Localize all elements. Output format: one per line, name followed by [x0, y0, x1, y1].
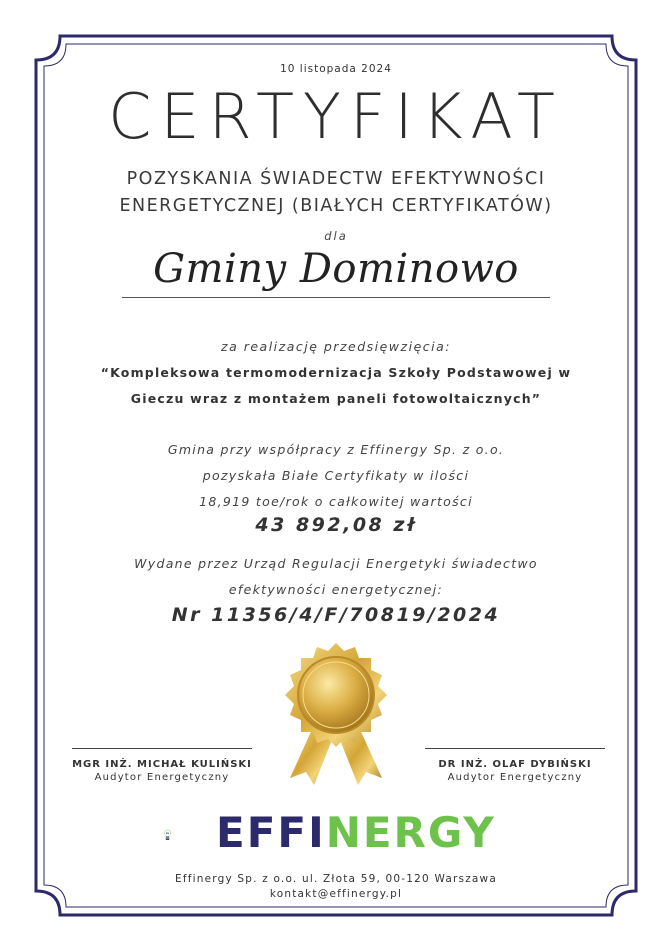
certificate-description	[0, 437, 672, 515]
logo-part-effi: EFFI	[216, 808, 326, 857]
project-intro: za realizację przedsięwzięcia:	[221, 339, 451, 354]
signature-line-right	[425, 748, 605, 749]
desc-line-2: pozyskała Białe Certyfikaty w ilości	[202, 468, 470, 483]
certificate-number: Nr 11356/4/F/70819/2024	[171, 604, 501, 626]
footer	[0, 872, 672, 902]
effinergy-lightbulb-icon	[163, 800, 223, 870]
project-line-2: Gieczu wraz z montażem paneli fotowoltaicznych”	[130, 391, 542, 406]
project-line-1: “Kompleksowa termomodernizacja Szkoły Podstawowej w	[100, 365, 572, 380]
logo-part-nergy: NERGY	[325, 808, 496, 857]
certificate-subtitle	[0, 166, 672, 220]
issued-line-2: efektywności energetycznej:	[228, 582, 444, 597]
certificate-date: 10 listopada 2024	[280, 63, 392, 75]
footer-email: kontakt@effinergy.pl	[269, 888, 403, 900]
effinergy-logo	[216, 808, 496, 857]
signer-right-role: Audytor Energetyczny	[447, 772, 583, 783]
desc-line-1: Gmina przy współpracy z Effinergy Sp. z o.o.	[167, 442, 505, 457]
signature-line-left	[72, 748, 252, 749]
issued-by	[0, 551, 672, 603]
subtitle-line-1: POZYSKANIA ŚWIADECTW EFEKTYWNOŚCI	[126, 169, 546, 189]
for-label: dla	[324, 229, 348, 243]
recipient-name: Gminy Dominowo	[153, 246, 519, 292]
certificate-title: CERTYFIKAT	[108, 80, 564, 153]
signer-right-name: DR INŻ. OLAF DYBIŃSKI	[438, 759, 592, 770]
signer-left-role: Audytor Energetyczny	[94, 772, 230, 783]
signature-right	[415, 748, 615, 783]
subtitle-line-2: ENERGETYCZNEJ (BIAŁYCH CERTYFIKATÓW)	[119, 196, 553, 216]
signer-left-name: MGR INŻ. MICHAŁ KULIŃSKI	[72, 759, 252, 770]
issued-line-1: Wydane przez Urząd Regulacji Energetyki świadectwo	[134, 556, 538, 571]
bulb-letters: EN	[165, 833, 169, 836]
recipient-underline	[122, 297, 550, 298]
footer-address: Effinergy Sp. z o.o. ul. Złota 59, 00-120 Warszawa	[175, 873, 497, 885]
gold-seal-icon	[276, 640, 396, 785]
signature-left	[62, 748, 262, 783]
project-title	[0, 360, 672, 412]
desc-line-3: 18,919 toe/rok o całkowitej wartości	[199, 494, 473, 509]
total-amount: 43 892,08 zł	[255, 514, 417, 536]
